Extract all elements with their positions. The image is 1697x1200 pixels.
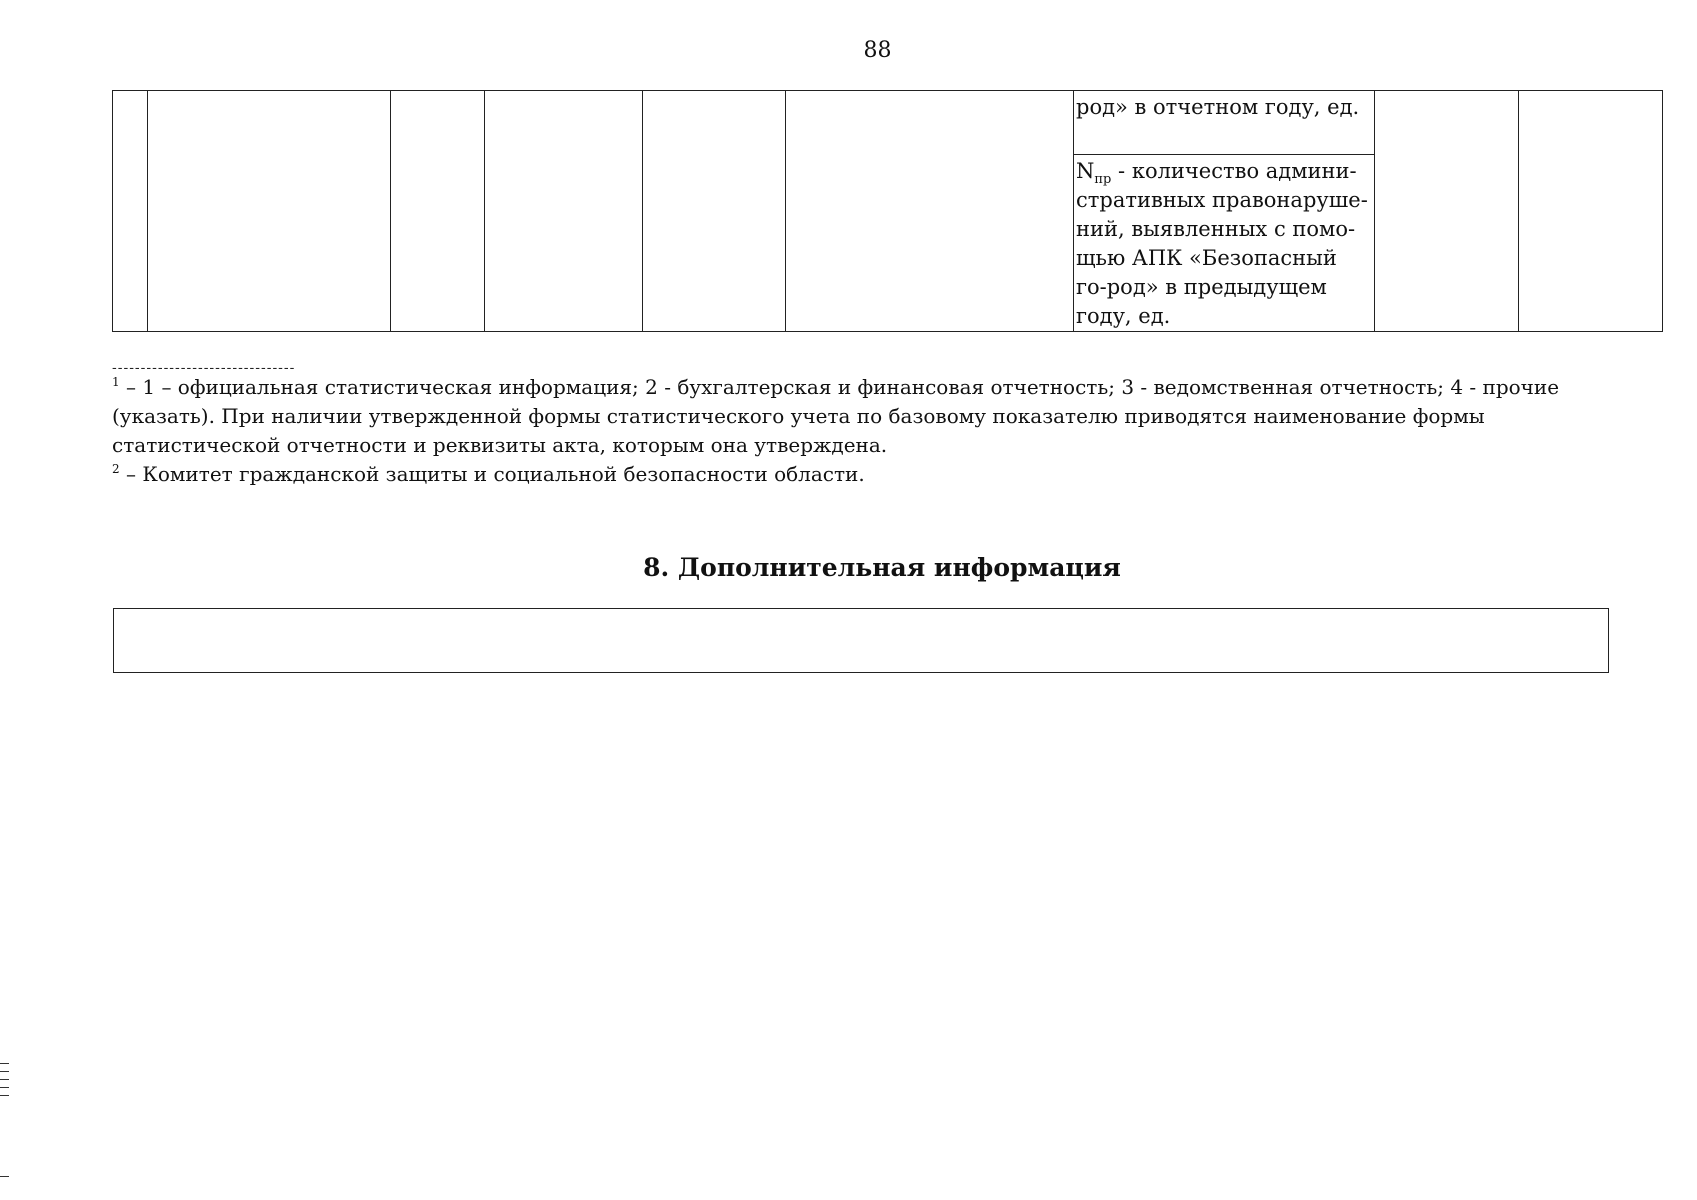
footnote-2-text: – Комитет гражданской защиты и социальной безопасности области. [119, 462, 865, 486]
indicators-table [112, 90, 1663, 332]
table-row [113, 91, 1663, 155]
footnotes [112, 373, 1652, 489]
page-number: 88 [863, 38, 892, 63]
table-cell-extra-2 [1519, 91, 1663, 332]
indicator-previous-text [1074, 155, 1374, 331]
footnote-1 [112, 373, 1652, 460]
table-cell-indicator-current [1074, 91, 1375, 155]
scan-mark [0, 1087, 9, 1088]
scan-mark [0, 1176, 9, 1177]
footnote-2-marker: 2 [112, 462, 120, 476]
table-cell-extra-1 [1375, 91, 1519, 332]
indicator-previous-description: - количество админи-стративных правонаруше-ний, выявленных с помо-щью АПК «Безопасный го-род» в предыдущем году, ед. [1076, 159, 1368, 328]
footnote-1-marker: 1 [112, 375, 120, 389]
scan-mark [0, 1063, 9, 1064]
indicator-symbol-subscript: пр [1094, 172, 1112, 188]
table-cell-responsible [643, 91, 786, 332]
table-cell-source [485, 91, 643, 332]
section-title: 8. Дополнительная информация [643, 553, 1121, 582]
footnote-1-text: – 1 – официальная статистическая информация; 2 - бухгалтерская и финансовая отчетность; 3 - ведомственная отчетность; 4 - прочие (указать). При наличии утвержденной формы статистического учета по базовому показателю приводятся наименование формы статистической отчетности и реквизиты акта, которым она утверждена. [112, 375, 1560, 457]
table-cell-method [786, 91, 1074, 332]
scan-mark [0, 1079, 9, 1080]
table-cell-name [148, 91, 391, 332]
scan-mark [0, 1095, 9, 1096]
indicator-symbol: N [1076, 159, 1095, 183]
scan-mark [0, 1071, 9, 1072]
indicator-current-text: род» в отчетном году, ед. [1076, 95, 1360, 119]
additional-info-box [113, 608, 1609, 673]
table-cell-unit [391, 91, 485, 332]
table-cell-indicator-previous [1074, 155, 1375, 332]
footnote-separator: -------------------------------- [112, 360, 296, 376]
footnote-2 [112, 460, 1652, 489]
table-cell-number [113, 91, 148, 332]
